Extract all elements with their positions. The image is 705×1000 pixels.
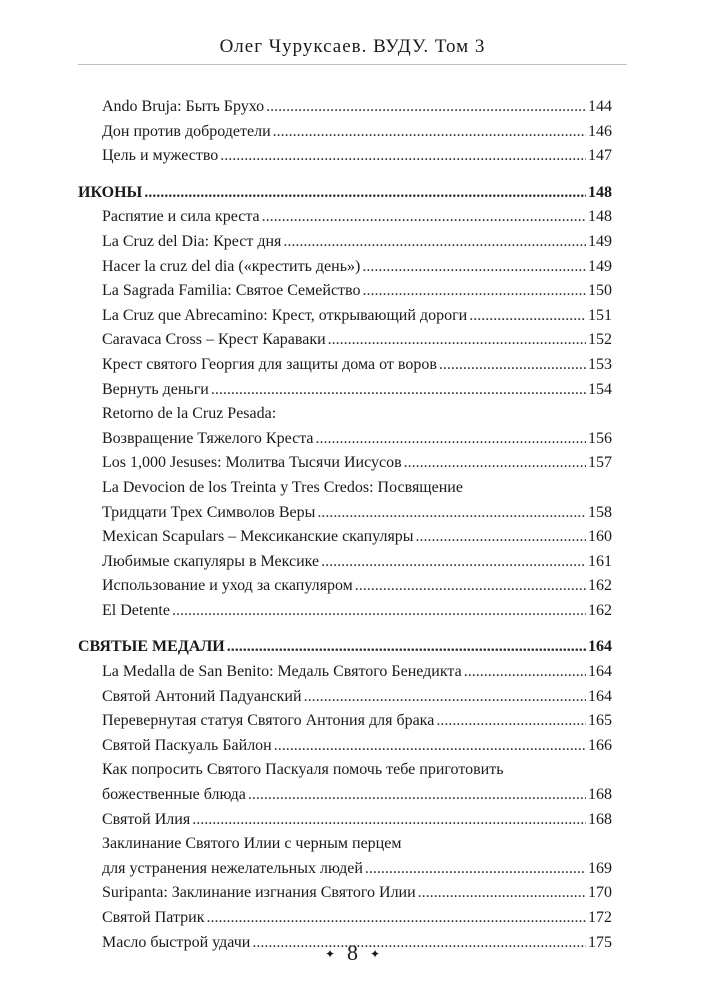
toc-entry[interactable] xyxy=(78,906,612,931)
dot-leader xyxy=(304,685,586,710)
toc-title: La Medalla de San Benito: Медаль Святого Бенедикта xyxy=(102,663,462,681)
toc-line xyxy=(102,95,612,120)
toc-title: Святой Антоний Падуанский xyxy=(102,687,302,705)
dot-leader xyxy=(262,205,586,230)
dot-leader xyxy=(464,660,586,685)
toc-entry[interactable] xyxy=(78,378,612,403)
toc-page-number: 157 xyxy=(588,454,612,472)
dot-leader xyxy=(362,255,586,280)
toc-title: ИКОНЫ xyxy=(78,183,143,201)
toc-page-number: 162 xyxy=(588,601,612,619)
dot-leader xyxy=(274,734,586,759)
toc-title: Вернуть деньги xyxy=(102,380,209,398)
dot-leader xyxy=(206,906,586,931)
toc-page-number: 156 xyxy=(588,429,612,447)
toc-line xyxy=(78,635,612,660)
dot-leader xyxy=(355,574,586,599)
toc-page-number: 166 xyxy=(588,736,612,754)
toc-line xyxy=(102,685,612,710)
toc-title: La Cruz que Abrecamino: Крест, открывающий дороги xyxy=(102,306,468,324)
toc-title: Mexican Scapulars – Мексиканские скапуляры xyxy=(102,528,414,546)
dot-leader xyxy=(365,857,586,882)
toc-entry[interactable] xyxy=(78,758,612,807)
toc-title: Дон против добродетели xyxy=(102,122,271,140)
dot-leader xyxy=(362,279,586,304)
toc-entry[interactable] xyxy=(78,255,612,280)
toc-title: La Sagrada Familia: Святое Семейство xyxy=(102,282,361,300)
toc-line xyxy=(102,144,612,169)
toc-line xyxy=(102,402,612,427)
section-spacer xyxy=(78,623,612,635)
dot-leader xyxy=(248,783,586,808)
toc-line xyxy=(102,230,612,255)
dot-leader xyxy=(416,525,586,550)
section-spacer xyxy=(78,169,612,181)
toc-page-number: 148 xyxy=(588,208,612,226)
toc-line xyxy=(102,501,612,526)
toc-line xyxy=(102,255,612,280)
toc-entry[interactable] xyxy=(78,599,612,624)
toc-title: Los 1,000 Jesuses: Молитва Тысячи Иисусов xyxy=(102,454,402,472)
toc-title: Suripanta: Заклинание изгнания Святого Илии xyxy=(102,884,416,902)
toc-line xyxy=(78,181,612,206)
toc-line xyxy=(102,734,612,759)
page-number: 8 xyxy=(347,940,358,965)
toc-entry[interactable] xyxy=(78,230,612,255)
toc-page-number: 160 xyxy=(588,528,612,546)
toc-line xyxy=(102,808,612,833)
toc-page-number: 148 xyxy=(588,183,612,201)
toc-entry[interactable] xyxy=(78,205,612,230)
toc-line xyxy=(102,599,612,624)
dot-leader xyxy=(315,427,586,452)
toc-line xyxy=(102,525,612,550)
toc-entry[interactable] xyxy=(78,353,612,378)
toc-page-number: 153 xyxy=(588,355,612,373)
dot-leader xyxy=(227,635,586,660)
book-title: Олег Чуруксаев. ВУДУ. Том 3 xyxy=(219,36,486,57)
toc-title: Использование и уход за скапуляром xyxy=(102,577,353,595)
toc-entry[interactable] xyxy=(78,451,612,476)
toc-entry[interactable] xyxy=(78,279,612,304)
toc-title: Caravaca Cross – Крест Караваки xyxy=(102,331,326,349)
toc-line xyxy=(102,476,612,501)
toc-entry[interactable] xyxy=(78,95,612,120)
dot-leader xyxy=(321,550,586,575)
toc-page-number: 146 xyxy=(588,122,612,140)
toc-line xyxy=(102,550,612,575)
toc-title: Крест святого Георгия для защиты дома от воров xyxy=(102,355,437,373)
toc-entry[interactable] xyxy=(78,832,612,881)
toc-line xyxy=(102,427,612,452)
toc-title: Масло быстрой удачи xyxy=(102,933,251,951)
toc-line xyxy=(102,205,612,230)
dot-leader xyxy=(418,881,586,906)
toc-title: La Cruz del Dia: Крест дня xyxy=(102,232,282,250)
toc-title: La Devocion de los Treinta y Tres Credos: Посвящение xyxy=(102,478,463,496)
dot-leader xyxy=(469,304,586,329)
toc-title: Ando Bruja: Быть Брухо xyxy=(102,98,265,115)
toc-title: Святой Паскуаль Байлон xyxy=(102,736,272,754)
toc-line xyxy=(102,857,612,882)
toc-line xyxy=(102,906,612,931)
toc-line xyxy=(102,758,612,783)
toc-page-number: 169 xyxy=(588,859,612,877)
dot-leader xyxy=(192,808,586,833)
toc-entry[interactable] xyxy=(78,402,612,451)
dot-leader xyxy=(439,353,586,378)
dot-leader xyxy=(144,181,586,206)
table-of-contents xyxy=(78,95,612,955)
ornament-right-icon: ✦ xyxy=(370,947,381,962)
toc-entry[interactable] xyxy=(78,574,612,599)
toc-page-number: 164 xyxy=(588,663,612,681)
ornament-left-icon: ✦ xyxy=(324,947,335,962)
toc-entry[interactable] xyxy=(78,685,612,710)
dot-leader xyxy=(283,230,586,255)
dot-leader xyxy=(328,328,586,353)
toc-line xyxy=(102,378,612,403)
toc-entry[interactable] xyxy=(78,808,612,833)
toc-title: для устранения нежелательных людей xyxy=(102,859,363,877)
toc-line xyxy=(102,709,612,734)
toc-page-number: 168 xyxy=(588,786,612,804)
dot-leader xyxy=(266,95,586,120)
toc-line xyxy=(102,660,612,685)
toc-title: Цель и мужество xyxy=(102,147,219,165)
toc-page-number: 152 xyxy=(588,331,612,349)
toc-entry[interactable] xyxy=(78,328,612,353)
toc-line xyxy=(102,304,612,329)
toc-page-number: 162 xyxy=(588,577,612,595)
toc-title: Распятие и сила креста xyxy=(102,208,260,226)
toc-page-number: 161 xyxy=(588,552,612,570)
page-footer xyxy=(0,940,705,966)
toc-title: Тридцати Трех Символов Веры xyxy=(102,503,316,521)
toc-section[interactable] xyxy=(78,181,612,206)
dot-leader xyxy=(436,709,586,734)
toc-entry[interactable] xyxy=(78,144,612,169)
toc-entry[interactable] xyxy=(78,120,612,145)
toc-title: Как попросить Святого Паскуаля помочь тебе приготовить xyxy=(102,761,504,779)
toc-title: Святой Илия xyxy=(102,810,191,828)
toc-title: Святой Патрик xyxy=(102,909,205,926)
toc-page-number: 147 xyxy=(588,147,612,165)
toc-page-number: 165 xyxy=(588,712,612,730)
toc-entry[interactable] xyxy=(78,525,612,550)
toc-page-number: 158 xyxy=(588,503,612,521)
toc-line xyxy=(102,574,612,599)
toc-entry[interactable] xyxy=(78,476,612,525)
toc-entry[interactable] xyxy=(78,304,612,329)
toc-title: Retorno de la Cruz Pesada: xyxy=(102,405,277,423)
toc-page-number: 164 xyxy=(588,638,612,656)
toc-line xyxy=(102,279,612,304)
toc-page-number: 154 xyxy=(588,380,612,398)
toc-title: СВЯТЫЕ МЕДАЛИ xyxy=(78,638,225,656)
toc-entry[interactable] xyxy=(78,550,612,575)
toc-line xyxy=(102,783,612,808)
toc-page-number: 149 xyxy=(588,232,612,250)
dot-leader xyxy=(211,378,586,403)
toc-entry[interactable] xyxy=(78,660,612,685)
toc-page-number: 172 xyxy=(588,909,612,926)
toc-title: божественные блюда xyxy=(102,786,246,804)
toc-title: Заклинание Святого Илии с черным перцем xyxy=(102,835,402,853)
toc-page-number: 170 xyxy=(588,884,612,902)
toc-page-number: 144 xyxy=(588,98,612,115)
toc-title: Любимые скапуляры в Мексике xyxy=(102,552,320,570)
dot-leader xyxy=(172,599,586,624)
toc-entry[interactable] xyxy=(78,881,612,906)
dot-leader xyxy=(317,501,586,526)
toc-line xyxy=(102,120,612,145)
toc-title: El Detente xyxy=(102,601,170,619)
toc-page-number: 175 xyxy=(588,933,612,951)
toc-page-number: 151 xyxy=(588,306,612,324)
toc-entry[interactable] xyxy=(78,734,612,759)
toc-entry[interactable] xyxy=(78,709,612,734)
dot-leader xyxy=(404,451,586,476)
toc-page-number: 149 xyxy=(588,257,612,275)
toc-line xyxy=(102,451,612,476)
toc-line xyxy=(102,881,612,906)
toc-page-number: 164 xyxy=(588,687,612,705)
toc-section[interactable] xyxy=(78,635,612,660)
toc-title: Hacer la cruz del dia («крестить день») xyxy=(102,257,361,275)
dot-leader xyxy=(273,120,586,145)
toc-page-number: 168 xyxy=(588,810,612,828)
toc-page-number: 150 xyxy=(588,282,612,300)
toc-line xyxy=(102,353,612,378)
toc-line xyxy=(102,832,612,857)
toc-title: Перевернутая статуя Святого Антония для брака xyxy=(102,712,435,730)
running-header xyxy=(78,36,627,65)
dot-leader xyxy=(220,144,586,169)
toc-line xyxy=(102,328,612,353)
toc-title: Возвращение Тяжелого Креста xyxy=(102,429,314,447)
